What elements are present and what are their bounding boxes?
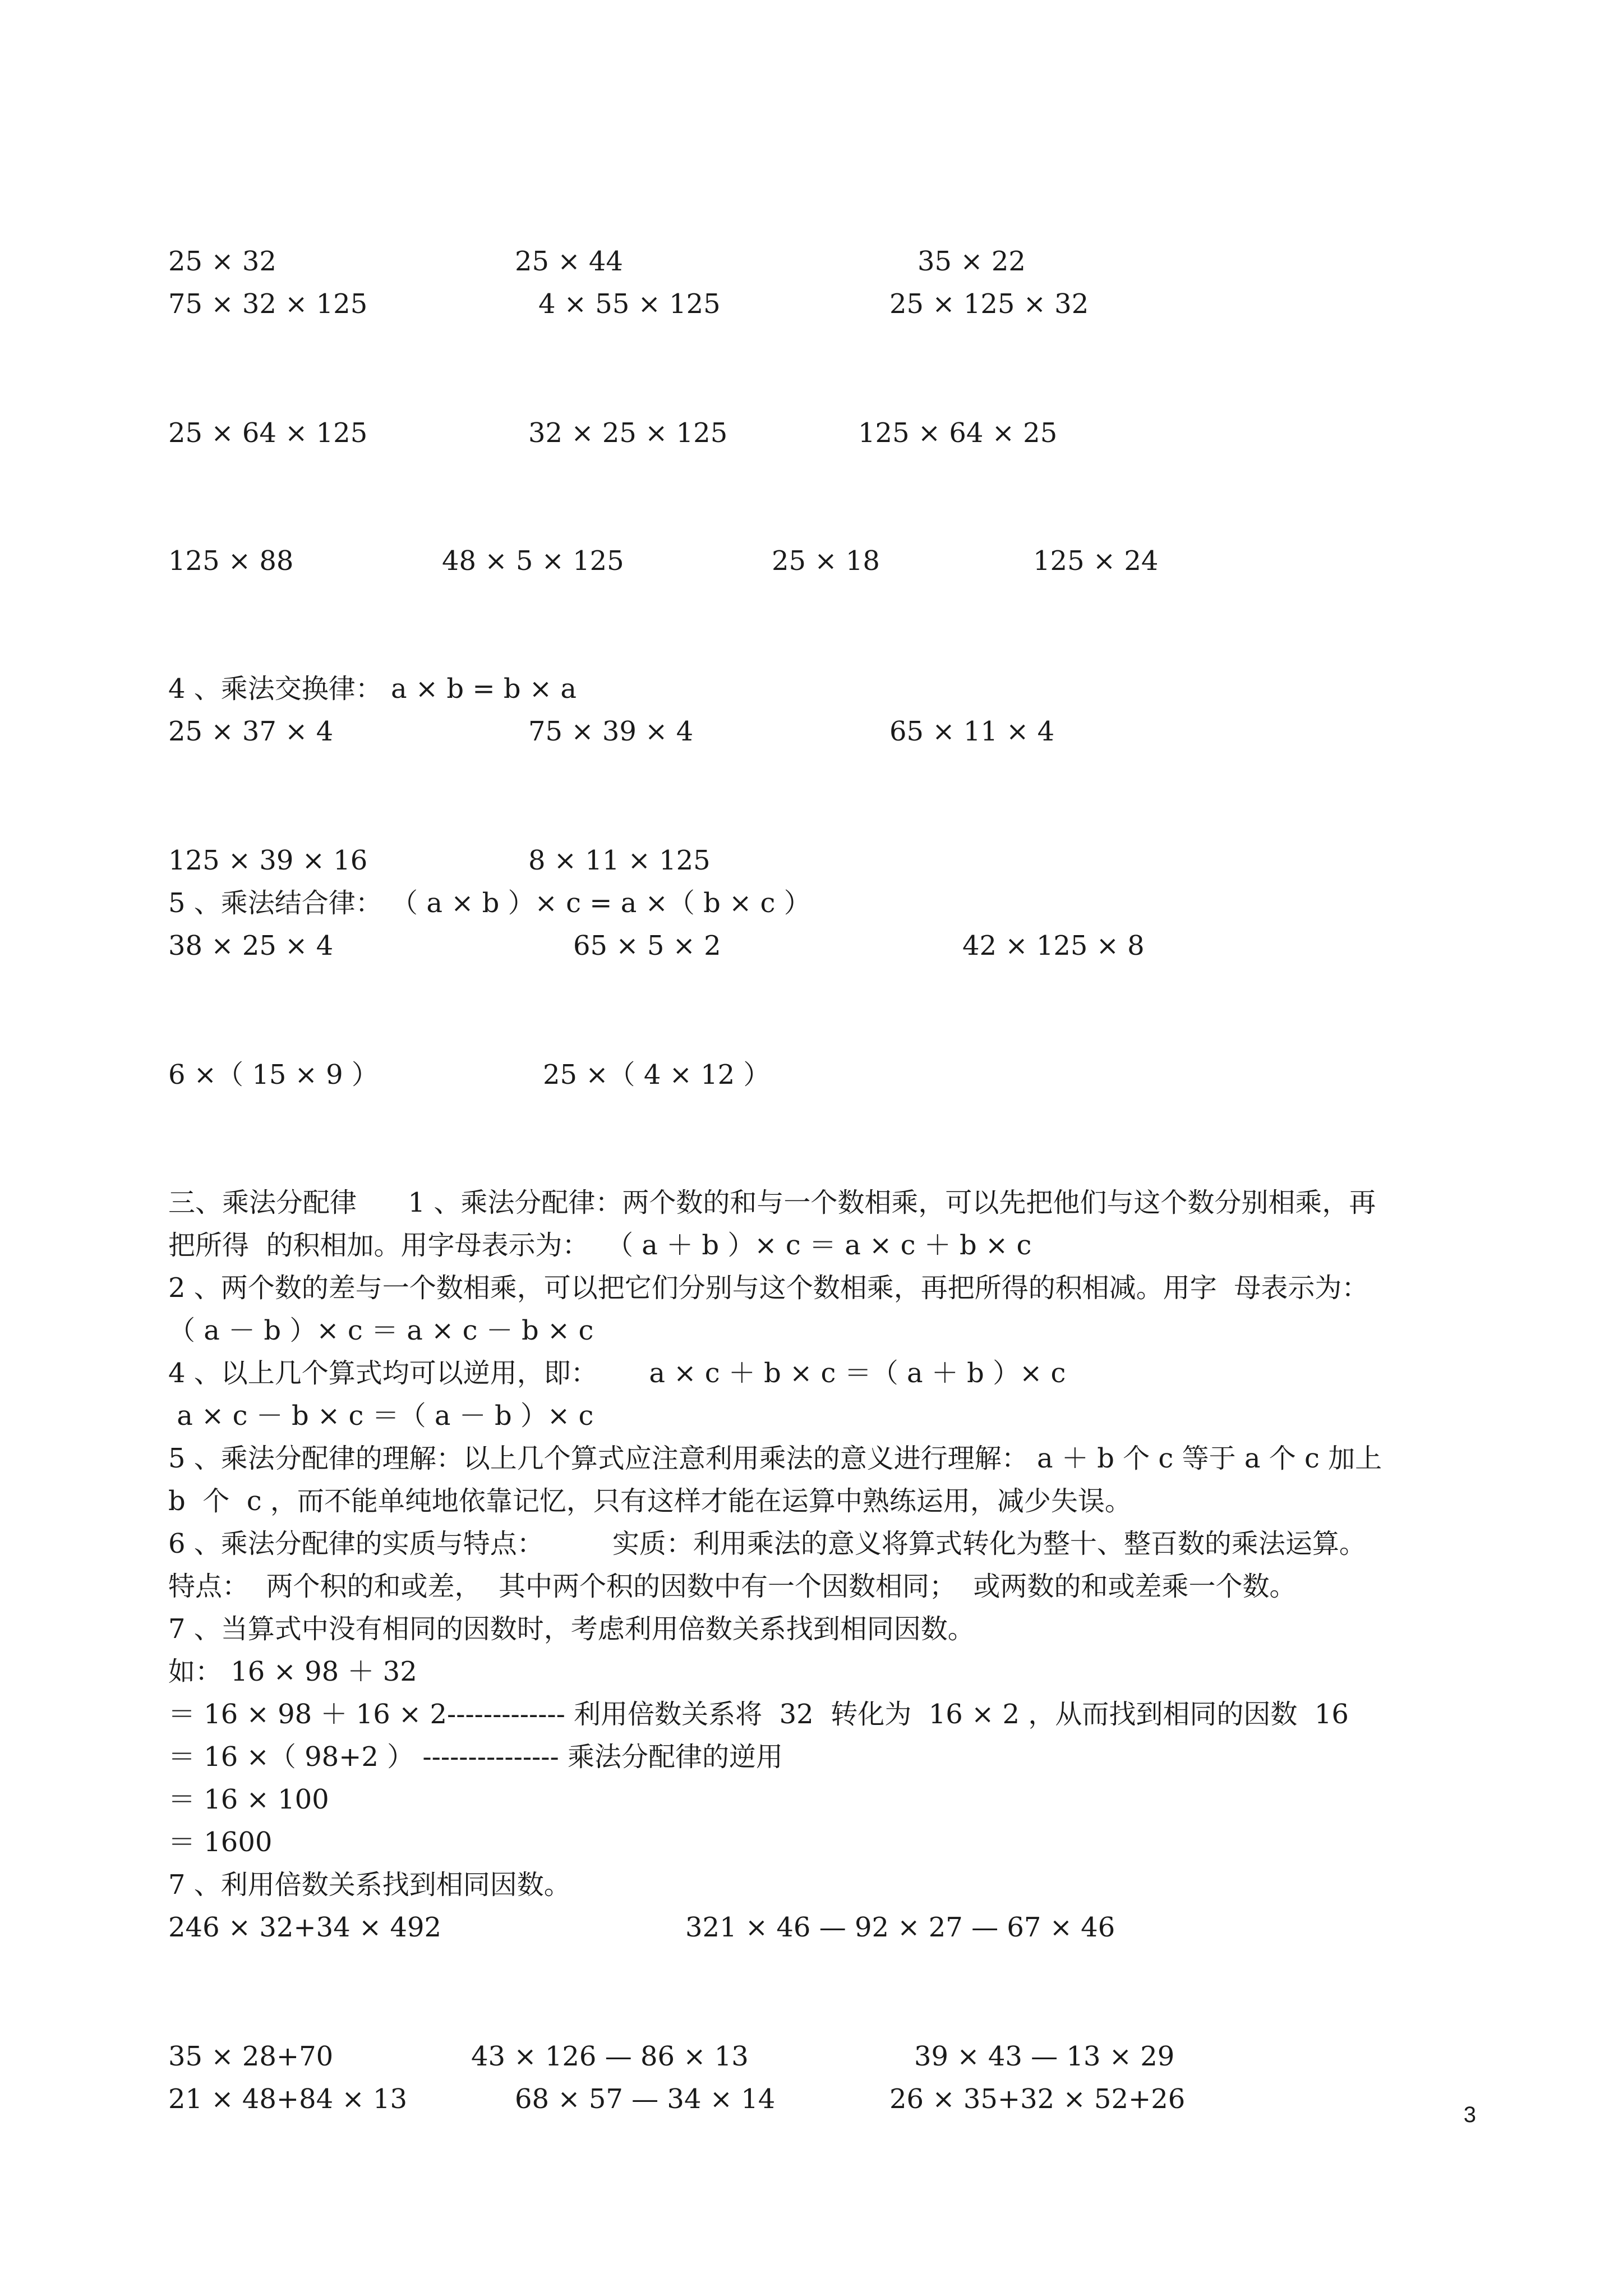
- paragraph-line: 5 、乘法分配律的理解：以上几个算式应注意利用乘法的意义进行理解： a ＋ b 个 c 等于 a 个 c 加上: [168, 1443, 1382, 1474]
- problem: 25 × 32: [168, 246, 276, 277]
- problem: 68 × 57 — 34 × 14: [515, 2083, 776, 2115]
- problem: 48 × 5 × 125: [442, 545, 624, 577]
- section-heading: 4 、乘法交换律： a × b = b × a: [168, 673, 577, 705]
- problem: 25 × 44: [515, 246, 623, 277]
- problem: 25 ×（ 4 × 12 ）: [543, 1059, 771, 1091]
- paragraph-line: 7 、当算式中没有相同的因数时，考虑利用倍数关系找到相同因数。: [168, 1613, 975, 1645]
- paragraph-line: 把所得 的积相加。用字母表示为： （ a ＋ b ）× c ＝ a × c ＋ b × c: [168, 1230, 1032, 1261]
- paragraph-line: ＝ 16 ×（ 98+2 ） --------------- 乘法分配律的逆用: [168, 1741, 783, 1773]
- problem: 43 × 126 — 86 × 13: [471, 2041, 749, 2072]
- problem: 25 × 64 × 125: [168, 417, 368, 449]
- paragraph-line: a × c － b × c ＝（ a － b ）× c: [168, 1400, 594, 1432]
- paragraph-line: 7 、利用倍数关系找到相同因数。: [168, 1869, 571, 1901]
- problem: 32 × 25 × 125: [528, 417, 728, 449]
- paragraph-line: b 个 c ，而不能单纯地依靠记忆，只有这样才能在运算中熟练运用，减少失误。: [168, 1485, 1132, 1517]
- problem: 25 × 18: [772, 545, 880, 577]
- paragraph-line: 6 、乘法分配律的实质与特点： 实质：利用乘法的意义将算式转化为整十、整百数的乘法运算。: [168, 1528, 1366, 1559]
- problem: 26 × 35+32 × 52+26: [889, 2083, 1186, 2115]
- problem: 42 × 125 × 8: [962, 930, 1145, 961]
- problem: 35 × 22: [917, 246, 1026, 277]
- problem: 38 × 25 × 4: [168, 930, 334, 961]
- problem: 125 × 88: [168, 545, 294, 577]
- problem: 8 × 11 × 125: [528, 845, 711, 876]
- paragraph-line: ＝ 16 × 98 ＋ 16 × 2------------- 利用倍数关系将 32 转化为 16 × 2 ，从而找到相同的因数 16: [168, 1699, 1349, 1730]
- problem: 125 × 39 × 16: [168, 845, 368, 876]
- paragraph-line: 三、乘法分配律 1 、乘法分配律：两个数的和与一个数相乘，可以先把他们与这个数分别相乘，再: [168, 1187, 1376, 1218]
- problem: 25 × 125 × 32: [889, 288, 1089, 320]
- paragraph-line: 如： 16 × 98 ＋ 32: [168, 1656, 417, 1687]
- problem: 75 × 32 × 125: [168, 288, 368, 320]
- paragraph-line: ＝ 16 × 100: [168, 1784, 329, 1815]
- problem: 75 × 39 × 4: [528, 716, 694, 747]
- paragraph-line: 特点： 两个积的和或差， 其中两个积的因数中有一个因数相同； 或两数的和或差乘一个数。: [168, 1571, 1297, 1602]
- problem: 21 × 48+84 × 13: [168, 2083, 407, 2115]
- problem: 321 × 46 — 92 × 27 — 67 × 46: [685, 1912, 1115, 1943]
- problem: 125 × 24: [1033, 545, 1159, 577]
- paragraph-line: 2 、两个数的差与一个数相乘，可以把它们分别与这个数相乘，再把所得的积相减。用字 母表示为：: [168, 1272, 1369, 1304]
- problem: 39 × 43 — 13 × 29: [914, 2041, 1175, 2072]
- paragraph-line: 4 、以上几个算式均可以逆用，即： a × c ＋ b × c ＝（ a ＋ b ）× c: [168, 1358, 1066, 1389]
- problem: 4 × 55 × 125: [538, 288, 721, 320]
- problem: 25 × 37 × 4: [168, 716, 334, 747]
- problem: 6 ×（ 15 × 9 ）: [168, 1059, 379, 1091]
- paragraph-line: ＝ 1600: [168, 1826, 273, 1858]
- problem: 35 × 28+70: [168, 2041, 334, 2072]
- problem: 246 × 32+34 × 492: [168, 1912, 442, 1943]
- page-number: 3: [1463, 2102, 1476, 2127]
- paragraph-line: （ a － b ）× c ＝ a × c － b × c: [168, 1315, 594, 1346]
- problem: 65 × 11 × 4: [889, 716, 1055, 747]
- problem: 125 × 64 × 25: [858, 417, 1058, 449]
- section-heading: 5 、乘法结合律： （ a × b ）× c = a ×（ b × c ）: [168, 887, 811, 919]
- problem: 65 × 5 × 2: [573, 930, 721, 961]
